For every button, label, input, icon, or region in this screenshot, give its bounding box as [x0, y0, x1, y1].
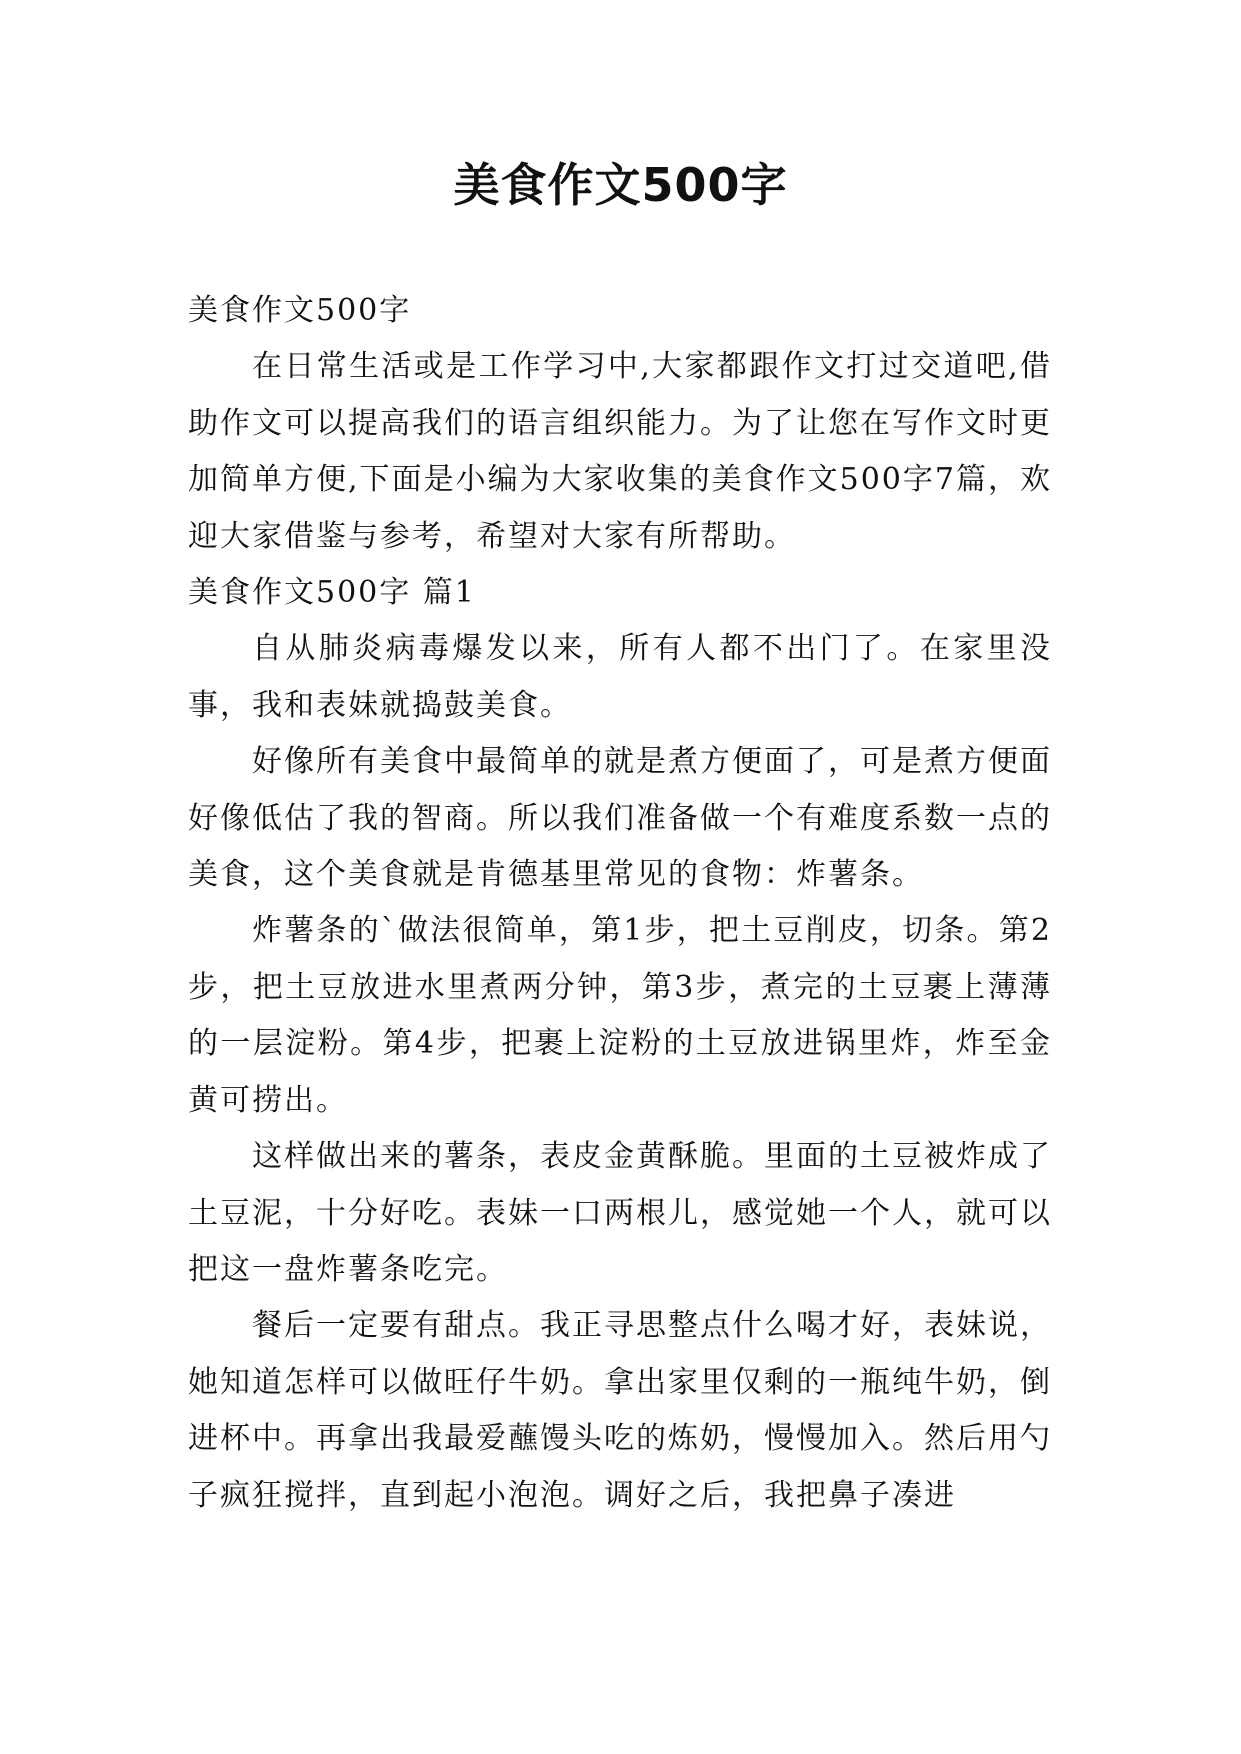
subtitle-line: 美食作文500字 [188, 293, 412, 328]
body-paragraph: 炸薯条的`做法很简单，第1步，把土豆削皮，切条。第2步，把土豆放进水里煮两分钟，第3步，煮完的土豆裹上薄薄的一层淀粉。第4步，把裹上淀粉的土豆放进锅里炸，炸至金黄可捞出。 [188, 913, 1052, 1118]
document-title: 美食作文500字 [453, 158, 788, 212]
intro-paragraph: 在日常生活或是工作学习中,大家都跟作文打过交道吧,借助作文可以提高我们的语言组织能力。为了让您在写作文时更加简单方便,下面是小编为大家收集的美食作文500字7篇，欢迎大家借鉴与参考，希望对大家有所帮助。 [188, 349, 1052, 554]
body-paragraph: 自从肺炎病毒爆发以来，所有人都不出门了。在家里没事，我和表妹就捣鼓美食。 [188, 631, 1052, 723]
body-paragraph: 这样做出来的薯条，表皮金黄酥脆。里面的土豆被炸成了土豆泥，十分好吃。表妹一口两根儿，感觉她一个人，就可以把这一盘炸薯条吃完。 [188, 1139, 1052, 1287]
body-paragraph: 餐后一定要有甜点。我正寻思整点什么喝才好，表妹说，她知道怎样可以做旺仔牛奶。拿出家里仅剩的一瓶纯牛奶，倒进杯中。再拿出我最爱蘸馒头吃的炼奶，慢慢加入。然后用勺子疯狂搅拌，直到起小泡泡。调好之后，我把鼻子凑进 [188, 1308, 1052, 1513]
body-paragraph: 好像所有美食中最简单的就是煮方便面了，可是煮方便面好像低估了我的智商。所以我们准备做一个有难度系数一点的美食，这个美食就是肯德基里常见的食物：炸薯条。 [188, 744, 1052, 893]
document-body [188, 283, 1052, 1524]
section-heading: 美食作文500字 篇1 [188, 575, 476, 611]
